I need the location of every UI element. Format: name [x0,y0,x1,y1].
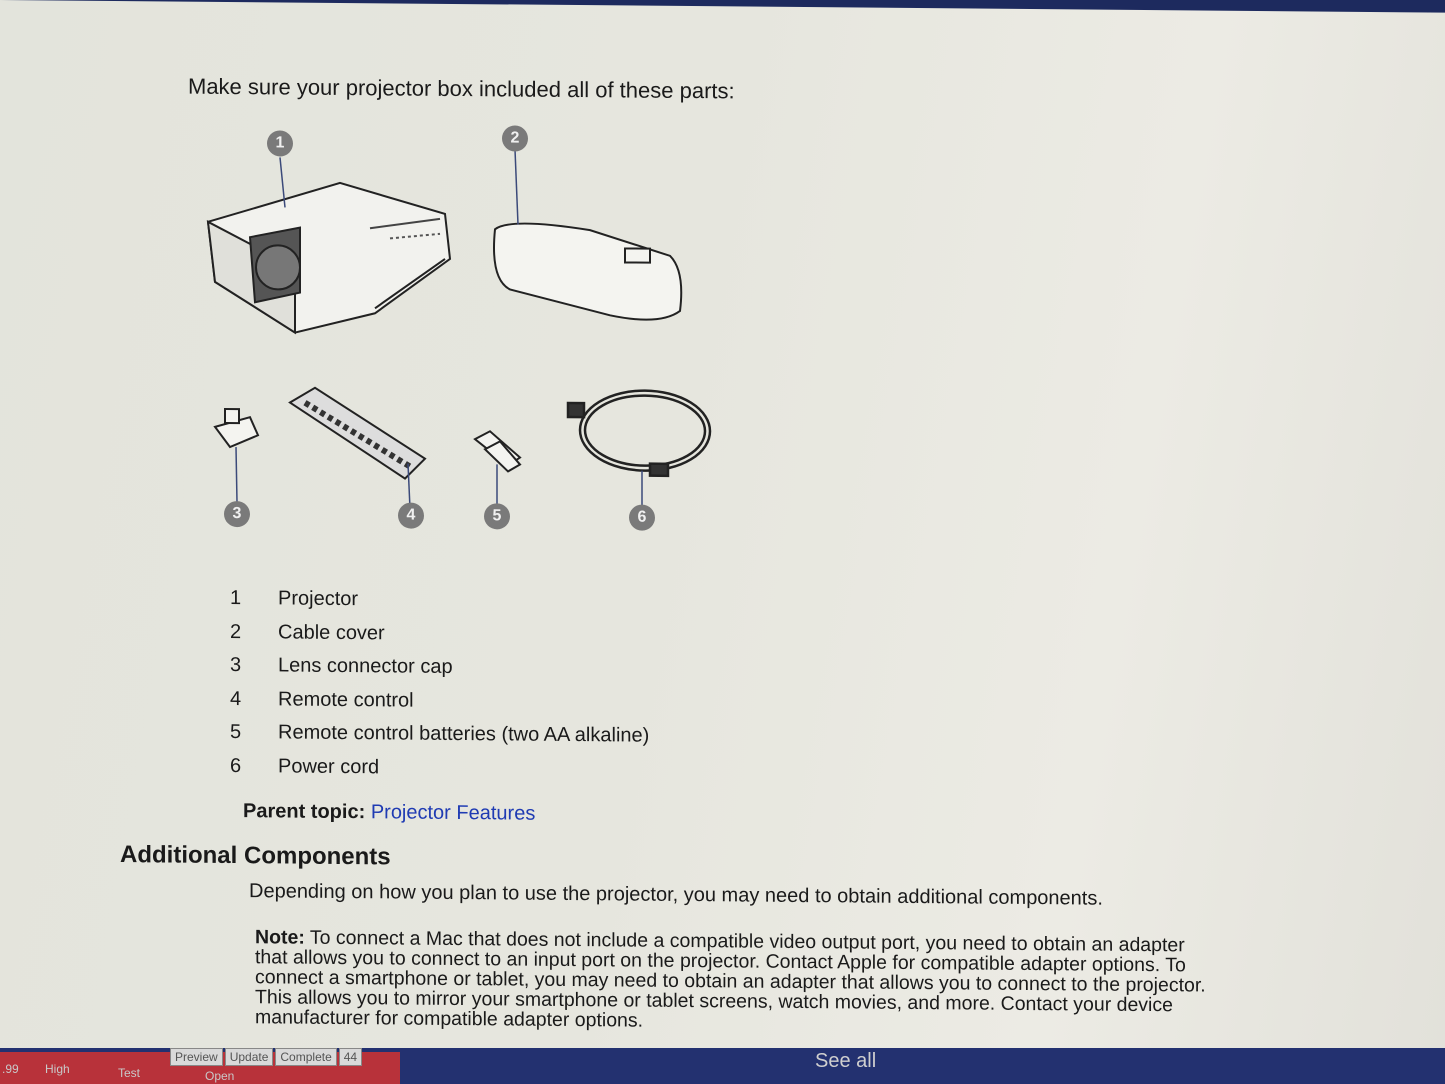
list-item [230,716,649,753]
taskbar-cell: .99 [2,1062,19,1076]
section-heading: Additional Components [120,841,391,871]
list-item [230,582,649,619]
part-label: Remote control [278,688,414,712]
remote-illustration [290,388,425,479]
taskbar-cell: Open [205,1069,235,1083]
callout-5: 5 [484,503,510,529]
parts-illustration [190,117,730,542]
part-number: 3 [230,654,242,677]
part-label: Lens connector cap [278,654,453,679]
list-item [230,683,649,720]
count-cell: 44 [339,1048,362,1066]
part-number: 6 [230,754,242,777]
complete-button[interactable]: Complete [275,1048,336,1066]
parent-topic [243,800,535,826]
toolbar-buttons [170,1048,362,1066]
update-button[interactable]: Update [225,1048,274,1066]
parts-figure [190,117,730,542]
preview-button[interactable]: Preview [170,1048,223,1066]
taskbar-cell: High [45,1062,70,1076]
part-number: 2 [230,620,242,643]
note-text: To connect a Mac that does not include a compatible video output port, you need to obtain an adapter that allows you to connect to an input port on the projector. Contact Apple for compatible adapter options. To connect a smartphone or tablet, you may need to obtain an adapter that allows you to connect to the projector. This allows you to mirror your smartphone or tablet screens, watch movies, and more. Contact your device manufacturer for compatible adapter options. [255,926,1206,1032]
note-paragraph [255,927,1215,1035]
part-label: Power cord [278,755,380,779]
note-label: Note: [255,926,305,949]
taskbar-cell: Test [118,1066,141,1080]
power-cord-illustration [568,390,710,476]
part-label: Cable cover [278,621,385,645]
lens-cap-illustration [215,409,258,447]
part-number: 5 [230,721,242,744]
callout-4: 4 [398,502,424,528]
callout-6: 6 [629,504,655,530]
callout-2: 2 [502,125,528,151]
part-label: Remote control batteries (two AA alkaline) [278,721,650,747]
list-item [230,649,649,686]
section-intro: Depending on how you plan to use the projector, you may need to obtain additional components. [249,880,1103,910]
cable-cover-illustration [494,223,681,320]
projector-illustration [208,182,450,334]
see-all-link[interactable]: See all [815,1050,877,1072]
list-item [230,750,649,787]
callout-3: 3 [224,501,250,527]
part-number: 4 [230,687,242,710]
intro-text: Make sure your projector box included all of these parts: [188,73,735,104]
parent-topic-link[interactable]: Projector Features [370,801,536,825]
list-item [230,616,649,653]
callout-1: 1 [267,130,293,156]
parts-list [230,582,649,787]
part-number: 1 [230,587,242,610]
part-label: Projector [278,587,359,611]
parent-topic-label: Parent topic: [243,800,366,824]
